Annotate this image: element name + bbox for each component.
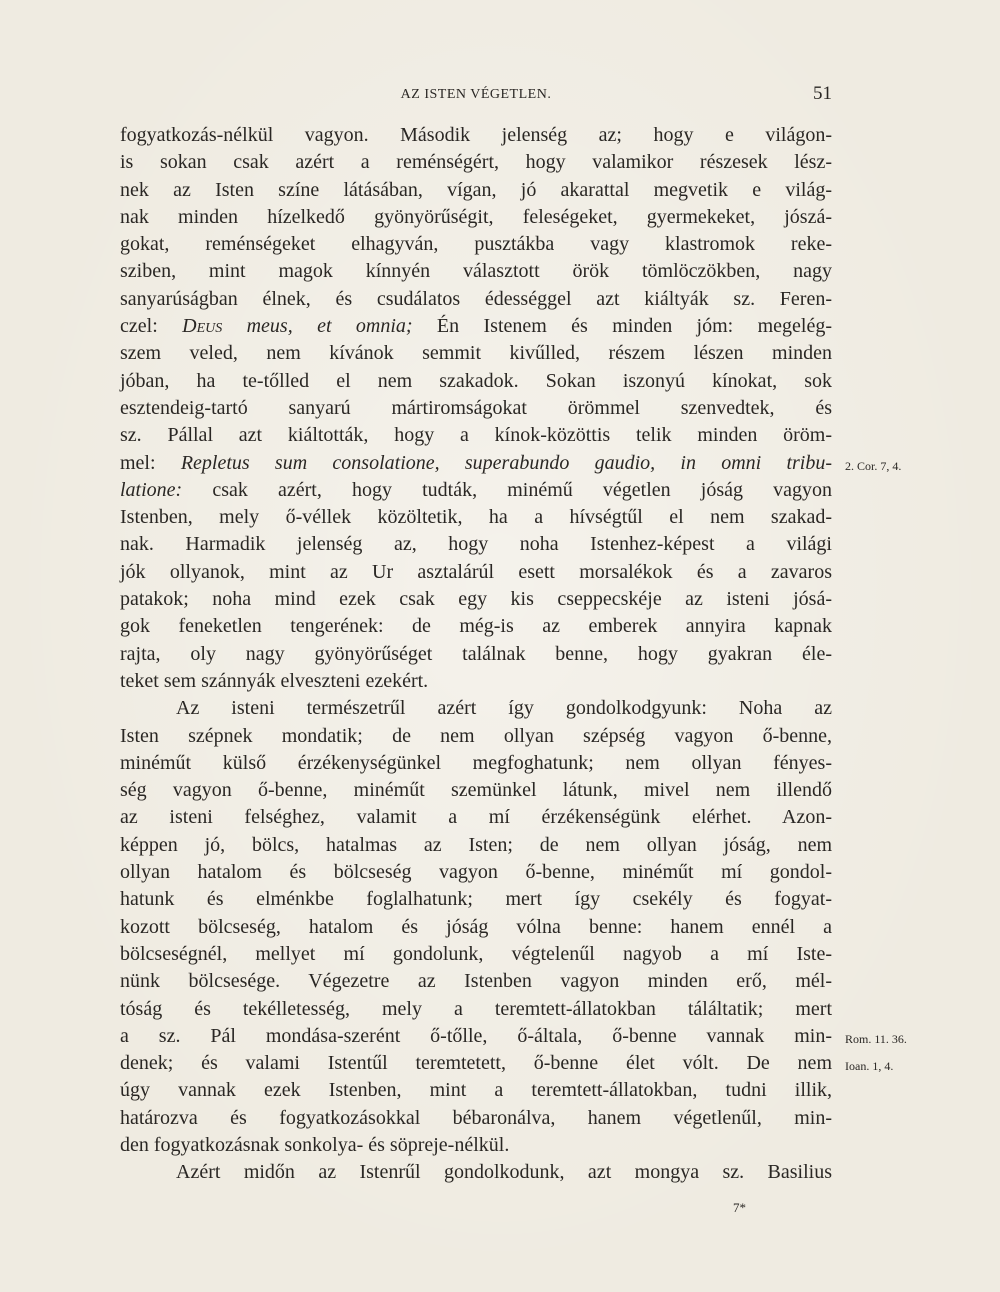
text-segment: sziben, mint magok kínnyén választott örök tömlöczökben, nagy: [120, 260, 832, 283]
text-line: [120, 777, 832, 804]
text-segment: ség vagyon ő-benne, minéműt szemünkel látunk, mivel nem illendő: [120, 779, 832, 802]
text-line: [120, 941, 832, 968]
text-segment: teket sem szánnyák elveszteni ezekért.: [120, 669, 429, 692]
text-line: [120, 1050, 832, 1077]
text-segment: nek az Isten színe látásában, vígan, jó akarattal megvetik e világ-: [120, 178, 832, 201]
text-segment: Az isteni természetrűl azért így gondolkodgyunk: Noha az: [176, 697, 832, 720]
text-line: [120, 586, 832, 613]
text-line: [120, 996, 832, 1023]
text-segment-italic: latione:: [120, 478, 183, 501]
text-line: [120, 886, 832, 913]
text-line: [120, 313, 832, 340]
text-line: [120, 1077, 832, 1104]
text-line: [120, 914, 832, 941]
text-segment: nak. Harmadik jelenség az, hogy noha Istenhez-képest a világi: [120, 533, 832, 556]
text-segment-small-caps: Deus: [182, 315, 223, 338]
text-segment: sanyarúságban élnek, és csudálatos édességgel azt kiáltyák sz. Feren-: [120, 287, 832, 310]
text-segment-italic: meus, et omnia;: [222, 315, 413, 338]
text-segment: a sz. Pál mondása-szerént ő-tőlle, ő-általa, ő-benne vannak min-: [120, 1024, 832, 1047]
text-segment: szem veled, nem kívánok semmit kivűlled, részem lészen minden: [120, 342, 832, 365]
text-segment: czel:: [120, 315, 183, 338]
text-line: [120, 804, 832, 831]
text-line: [120, 832, 832, 859]
running-title: AZ ISTEN VÉGETLEN.: [400, 87, 552, 102]
margin-note: 2. Cor. 7, 4.: [845, 458, 902, 473]
text-segment: minéműt külső érzékenységünkel megfoghatunk; nem ollyan fényes-: [120, 751, 832, 774]
text-line: [120, 258, 832, 285]
text-segment: az isteni felséghez, valamit a mí érzékenségünk elérhet. Azon-: [120, 806, 832, 829]
text-segment: bölcseségnél, mellyet mí gondolunk, végtelenűl nagyob a mí Iste-: [120, 942, 832, 965]
text-segment: képpen jó, bölcs, hatalmas az Isten; de nem ollyan jóság, nem: [120, 833, 832, 856]
text-segment: jóban, ha te-tőlled el nem szakadok. Sokan iszonyú kínokat, sok: [120, 369, 832, 392]
text-segment: határozva és fogyatkozásokkal bébaronálva, hanem végetlenűl, min-: [120, 1106, 832, 1129]
text-segment: gokat, reménségeket elhagyván, pusztákba vagy klastromok reke-: [120, 233, 832, 256]
text-line: [120, 968, 832, 995]
margin-note: Rom. 11. 36.: [845, 1031, 907, 1046]
text-segment: rajta, oly nagy gyönyörűséget találnak benne, hogy gyakran éle-: [120, 642, 832, 665]
text-segment: fogyatkozás-nélkül vagyon. Második jelenség az; hogy e világon-: [120, 124, 832, 146]
text-line: [120, 204, 832, 231]
text-line: [120, 340, 832, 367]
text-segment: is sokan csak azért a reménségért, hogy valamikor részesek lész-: [120, 151, 832, 174]
text-line: [120, 1023, 832, 1050]
text-segment: mel:: [120, 451, 181, 474]
text-segment-italic: Repletus sum consolatione, superabundo gaudio, in omni tribu-: [180, 451, 833, 474]
text-line: [120, 723, 832, 750]
text-line: [120, 1159, 832, 1186]
page-number: 51: [813, 83, 832, 104]
text-segment: den fogyatkozásnak sonkolya- és söpreje-nélkül.: [120, 1133, 510, 1156]
text-segment: Azért midőn az Istenrűl gondolkodunk, azt mongya sz. Basilius: [176, 1161, 832, 1184]
text-line: [120, 122, 832, 149]
text-segment: esztendeig-tartó sanyarú mártiromságokat örömmel szenvedtek, és: [120, 396, 832, 419]
text-segment: csak azért, hogy tudták, minémű végetlen jóság vagyon: [182, 478, 832, 501]
text-line: [120, 177, 832, 204]
text-line: [120, 613, 832, 640]
signature-mark: 7*: [733, 1200, 746, 1215]
text-line: [120, 641, 832, 668]
running-head: [120, 83, 832, 107]
text-segment: jók ollyanok, mint az Ur asztalárúl esett morsalékok és a zavaros: [120, 560, 832, 583]
text-line: [120, 286, 832, 313]
margin-note: Ioan. 1, 4.: [845, 1059, 894, 1074]
text-line: [120, 1132, 832, 1159]
text-line: [120, 504, 832, 531]
text-line: [120, 695, 832, 722]
text-line: [120, 859, 832, 886]
text-line: [120, 231, 832, 258]
text-line: [120, 1105, 832, 1132]
text-line: [120, 368, 832, 395]
text-segment: kozott bölcseség, hatalom és jóság vólna benne: hanem ennél a: [120, 915, 832, 938]
text-segment: nünk bölcsesége. Végezetre az Istenben vagyon minden erő, mél-: [120, 970, 832, 993]
text-line: [120, 450, 832, 477]
text-segment: gok feneketlen tengerének: de még-is az emberek annyira kapnak: [120, 615, 832, 638]
text-line: [120, 395, 832, 422]
text-segment: sz. Pállal azt kiáltották, hogy a kínok-közöttis telik minden öröm-: [120, 424, 832, 447]
text-segment: Istenben, mely ő-véllek közöltetik, ha a hívségtűl el nem szakad-: [120, 506, 832, 529]
text-segment: Én Istenem és minden jóm: megelég-: [412, 315, 833, 338]
text-line: [120, 422, 832, 449]
text-segment: patakok; noha mind ezek csak egy kis cseppecskéje az isteni jósá-: [120, 588, 832, 611]
text-line: [120, 531, 832, 558]
text-segment: denek; és valami Istentűl teremtetett, ő-benne élet vólt. De nem: [120, 1052, 832, 1075]
text-segment: ollyan hatalom és bölcseség vagyon ő-benne, minéműt mí gondol-: [120, 861, 832, 884]
text-segment: nak minden hízelkedő gyönyörűségit, feleségeket, gyermekeket, jószá-: [120, 205, 832, 228]
body-text: [120, 122, 832, 1187]
text-line: [120, 149, 832, 176]
text-segment: Isten szépnek mondatik; de nem ollyan szépség vagyon ő-benne,: [120, 724, 832, 747]
text-segment: úgy vannak ezek Istenben, mint a teremtett-állatokban, tudni illik,: [120, 1079, 832, 1102]
text-line: [120, 559, 832, 586]
text-segment: hatunk és elménkbe foglalhatunk; mert így csekély és fogyat-: [120, 888, 832, 911]
text-line: [120, 477, 832, 504]
text-line: [120, 750, 832, 777]
text-line: [120, 668, 832, 695]
text-segment: tóság és tekélletesség, mely a teremtett-állatokban táláltatik; mert: [120, 997, 832, 1020]
